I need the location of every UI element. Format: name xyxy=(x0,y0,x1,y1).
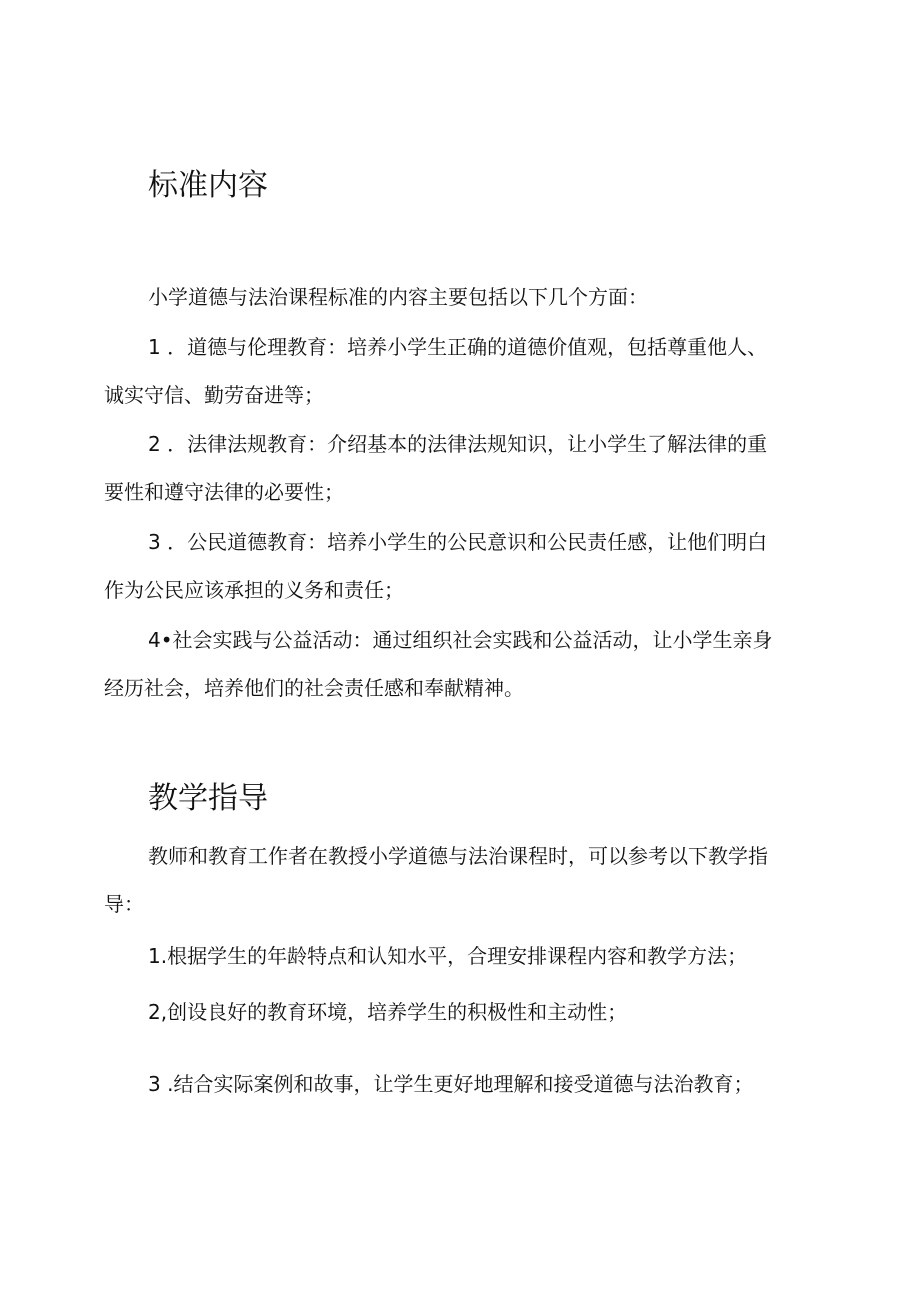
section1-item-2 xyxy=(104,420,824,516)
section2-intro-line1: 教师和教育工作者在教授小学道德与法治课程时，可以参考以下教学指 xyxy=(148,844,768,868)
section1-item-4-line1: 4•社会实践与公益活动：通过组织社会实践和公益活动，让小学生亲身 xyxy=(148,628,773,652)
section1-item-1-line1: 1 ．道德与伦理教育：培养小学生正确的道德价值观，包括尊重他人、 xyxy=(148,335,768,359)
section1-item-3-line1: 3 ．公民道德教育：培养小学生的公民意识和公民责任感，让他们明白 xyxy=(148,530,768,554)
section1-item-3-line2: 作为公民应该承担的义务和责任； xyxy=(104,578,404,602)
section-title-standard-content: 标准内容 xyxy=(148,168,268,203)
section1-item-1-line2: 诚实守信、勤劳奋进等； xyxy=(104,383,324,407)
section-title-teaching-guidance: 教学指导 xyxy=(148,781,268,816)
section1-item-2-line2: 要性和遵守法律的必要性； xyxy=(104,480,344,504)
section1-intro: 小学道德与法治课程标准的内容主要包括以下几个方面： xyxy=(148,285,648,309)
section2-intro-line2: 导： xyxy=(104,892,144,916)
section1-item-3 xyxy=(104,518,824,614)
section1-item-1 xyxy=(104,323,824,419)
section1-item-4-line2: 经历社会，培养他们的社会责任感和奉献精神。 xyxy=(104,676,524,700)
section1-item-4 xyxy=(104,616,824,712)
section2-intro xyxy=(104,832,824,928)
section2-item-3: 3 .结合实际案例和故事，让学生更好地理解和接受道德与法治教育； xyxy=(148,1072,754,1096)
section2-item-2: 2,创设良好的教育环境，培养学生的积极性和主动性； xyxy=(148,1000,628,1024)
section1-item-2-line1: 2 ．法律法规教育：介绍基本的法律法规知识，让小学生了解法律的重 xyxy=(148,432,768,456)
section2-item-1: 1.根据学生的年龄特点和认知水平，合理安排课程内容和教学方法； xyxy=(148,944,748,968)
